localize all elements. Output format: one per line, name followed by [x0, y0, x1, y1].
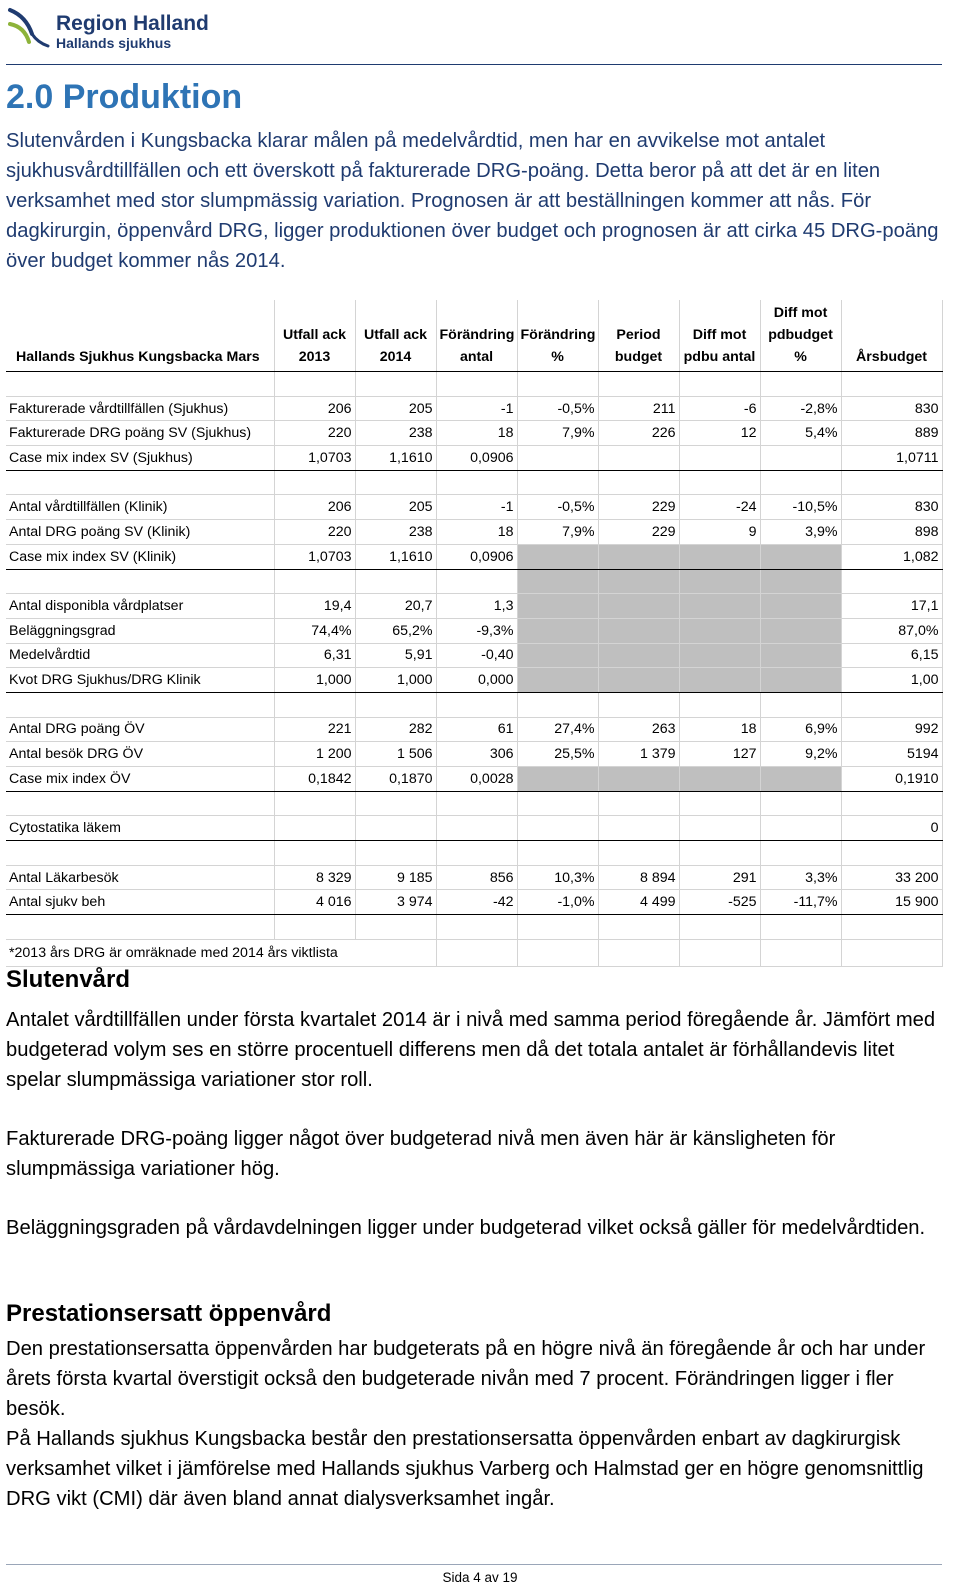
table-row: Antal sjukv beh 4 016 3 974 -42 -1,0% 4 499 -525 -11,7% 15 900: [6, 890, 942, 915]
header-col-arsbudget: Årsbudget: [841, 300, 942, 372]
table-row: Antal vårdtillfällen (Klinik) 206 205 -1 -0,5% 229 -24 -10,5% 830: [6, 495, 942, 520]
section-intro: Slutenvården i Kungsbacka klarar målen på medelvårdtid, men har en avvikelse mot antalet sjukhusvårdtillfällen och ett överskott på fakturerade DRG-poäng. Detta beror på att det är en liten verksamhet med stor slumpmässig variation. Prognosen är att beställningen kommer att nås. För dagkirurgin, öppenvård DRG, ligger produktionen över budget och prognosen är att cirka 45 DRG-poäng över budget kommer nås 2014.: [6, 130, 939, 272]
table-row: Fakturerade DRG poäng SV (Sjukhus) 220 238 18 7,9% 226 12 5,4% 889: [6, 421, 942, 446]
slutenvard-paragraph-2: Fakturerade DRG-poäng ligger något över budgeterad nivå men även här är känsligheten för slumpmässiga variationer hög.: [6, 1128, 836, 1180]
header-divider: [6, 64, 942, 65]
logo-mark-icon: [6, 4, 52, 50]
page-number: Sida 4 av 19: [442, 1570, 518, 1585]
org-name: Region Halland: [56, 12, 209, 35]
table-row: Case mix index ÖV 0,1842 0,1870 0,0028 0,1910: [6, 767, 942, 792]
table-row: Fakturerade vårdtillfällen (Sjukhus) 206 205 -1 -0,5% 211 -6 -2,8% 830: [6, 396, 942, 421]
table-row: Antal DRG poäng SV (Klinik) 220 238 18 7,9% 229 9 3,9% 898: [6, 520, 942, 545]
table-row: Cytostatika läkem 0: [6, 816, 942, 841]
slutenvard-paragraph-3: Beläggningsgraden på vårdavdelningen ligger under budgeterad vilket också gäller för medelvårdtiden.: [6, 1217, 926, 1239]
table-row: Medelvårdtid 6,31 5,91 -0,40 6,15: [6, 643, 942, 668]
header-col-diff-pct: Diff mot pdbudget %: [760, 300, 841, 372]
prestation-paragraph-2: På Hallands sjukhus Kungsbacka består den prestationsersatta öppenvården enbart av dagkirurgisk verksamhet vilket i jämförelse med Hallands sjukhus Varberg och Halmstad ger en högre genomsnittlig DRG vikt (CMI) där även bland annat dialysverksamhet ingår.: [6, 1428, 924, 1510]
header-col-forandring-pct: Förändring %: [517, 300, 598, 372]
header-col-diff-antal: Diff mot pdbu antal: [679, 300, 760, 372]
table-header-row: [6, 300, 942, 372]
header-col-period-budget: Period budget: [598, 300, 679, 372]
table-row: Antal Läkarbesök 8 329 9 185 856 10,3% 8 894 291 3,3% 33 200: [6, 865, 942, 890]
prestation-title: Prestationsersatt öppenvård: [6, 1300, 332, 1327]
header-col-utfall-2014: Utfall ack 2014: [355, 300, 436, 372]
table-row: Case mix index SV (Sjukhus) 1,0703 1,1610 0,0906 1,0711: [6, 446, 942, 471]
header-col-forandring-antal: Förändring antal: [436, 300, 517, 372]
table-row: Antal besök DRG ÖV 1 200 1 506 306 25,5% 1 379 127 9,2% 5194: [6, 742, 942, 767]
table-row: Case mix index SV (Klinik) 1,0703 1,1610 0,0906 1,082: [6, 544, 942, 569]
org-sub: Hallands sjukhus: [56, 35, 172, 51]
table-row: Beläggningsgrad 74,4% 65,2% -9,3% 87,0%: [6, 618, 942, 643]
table-row: Antal disponibla vårdplatser 19,4 20,7 1,3 17,1: [6, 594, 942, 619]
slutenvard-title: Slutenvård: [6, 966, 131, 993]
table-row: Kvot DRG Sjukhus/DRG Klinik 1,000 1,000 0,000 1,00: [6, 668, 942, 693]
section-title: 2.0 Produktion: [6, 78, 243, 116]
header-label: Hallands Sjukhus Kungsbacka Mars: [6, 300, 274, 372]
table-footnote: *2013 års DRG är omräknade med 2014 års viktlista: [6, 939, 436, 966]
footer-divider: [6, 1564, 942, 1565]
table-footnote-row: [6, 939, 942, 966]
production-table: [6, 300, 943, 967]
slutenvard-paragraph-1: Antalet vårdtillfällen under första kvartalet 2014 är i nivå med samma period föregående år. Jämfört med budgeterad volym ses en större procentuell differens men då det totala antalet är förhållandevis litet spelar slumpmässiga variationer stor roll.: [6, 1009, 936, 1091]
prestation-paragraph-1: Den prestationsersatta öppenvården har budgeterats på en högre nivå än föregående år och har under årets första kvartal överstigit också den budgeterade nivån med 7 procent. Förändringen ligger i fler besök.: [6, 1338, 926, 1420]
region-halland-logo: [6, 4, 209, 52]
table-row: Antal DRG poäng ÖV 221 282 61 27,4% 263 18 6,9% 992: [6, 717, 942, 742]
header-col-utfall-2013: Utfall ack 2013: [274, 300, 355, 372]
